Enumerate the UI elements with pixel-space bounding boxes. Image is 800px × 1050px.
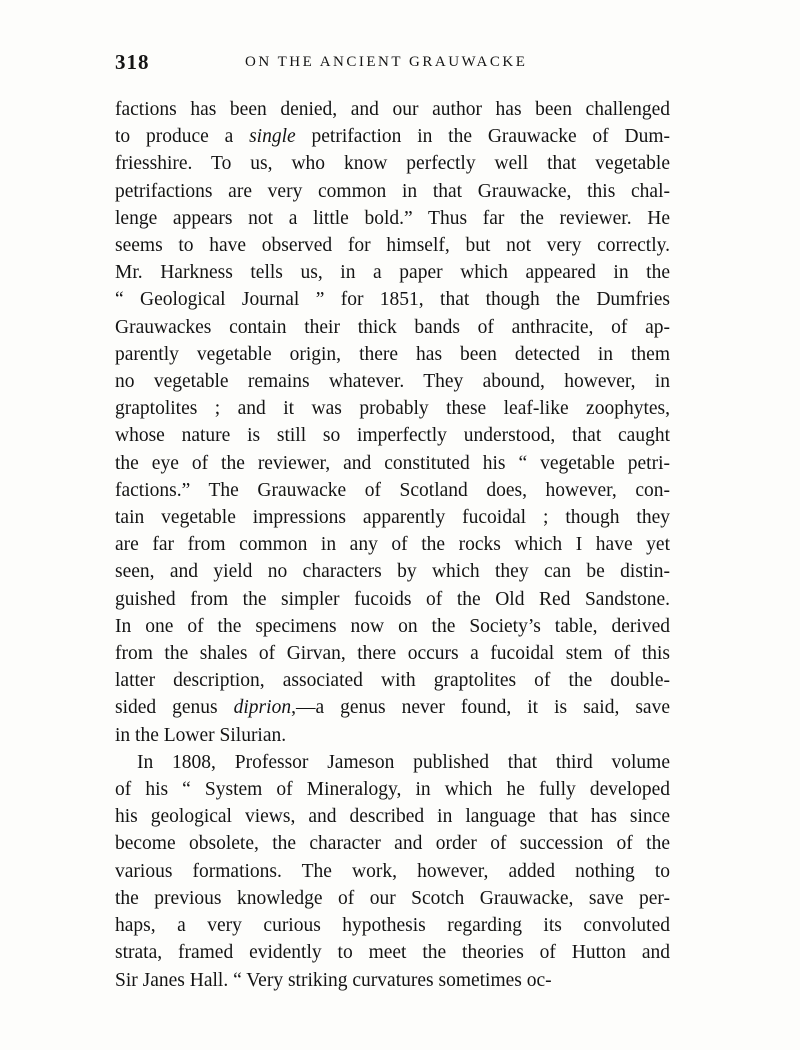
page-number: 318: [115, 50, 150, 74]
text-line: no vegetable remains whatever. They abound, however, in: [115, 371, 670, 393]
body-text: [115, 96, 670, 994]
text-line: the eye of the reviewer, and constituted his “ vegetable petri-: [115, 452, 670, 474]
text-line: friesshire. To us, who know perfectly well that vegetable: [115, 153, 670, 175]
text-line: factions.” The Grauwacke of Scotland does, however, con-: [115, 479, 670, 501]
text-line: haps, a very curious hypothesis regarding its convoluted: [115, 915, 670, 937]
text-line: In 1808, Professor Jameson published that third volume: [137, 751, 670, 773]
italic-text: single: [249, 126, 296, 148]
text-line: whose nature is still so imperfectly understood, that caught: [115, 425, 670, 447]
text-line: are far from common in any of the rocks which I have yet: [115, 534, 670, 556]
text-line: graptolites ; and it was probably these leaf-like zoophytes,: [115, 398, 670, 420]
paragraph: [115, 96, 670, 749]
text-line: of his “ System of Mineralogy, in which he fully developed: [115, 779, 670, 801]
italic-text: diprion: [233, 697, 292, 719]
text-line: lenge appears not a little bold.” Thus far the reviewer. He: [115, 207, 670, 229]
text-line: In one of the specimens now on the Society’s table, derived: [115, 615, 670, 637]
text-line: latter description, associated with graptolites of the double-: [115, 670, 670, 692]
text-line: become obsolete, the character and order of succession of the: [115, 833, 670, 855]
text-line: strata, framed evidently to meet the theories of Hutton and: [115, 942, 670, 964]
text-line: his geological views, and described in language that has since: [115, 806, 670, 828]
text-line: guished from the simpler fucoids of the Old Red Sandstone.: [115, 588, 670, 610]
text-line: parently vegetable origin, there has been detected in them: [115, 343, 670, 365]
paragraph: [115, 749, 670, 994]
text-line: “ Geological Journal ” for 1851, that though the Dumfries: [115, 289, 670, 311]
text-line: tain vegetable impressions apparently fucoidal ; though they: [115, 507, 670, 529]
text-line: sided genus diprion,—a genus never found, it is said, save: [115, 697, 670, 719]
text-line: factions has been denied, and our author has been challenged: [115, 99, 670, 120]
text-line: the previous knowledge of our Scotch Grauwacke, save per-: [115, 887, 670, 909]
text-line: various formations. The work, however, added nothing to: [115, 860, 670, 882]
text-line: petrifactions are very common in that Grauwacke, this chal-: [115, 180, 670, 202]
text-line: Sir Janes Hall. “ Very striking curvatures sometimes oc-: [115, 969, 552, 991]
text-line: Grauwackes contain their thick bands of anthracite, of ap-: [115, 316, 670, 338]
text-line: in the Lower Silurian.: [115, 724, 287, 746]
text-line: seems to have observed for himself, but not very correctly.: [115, 235, 670, 257]
text-line: Mr. Harkness tells us, in a paper which appeared in the: [115, 262, 670, 284]
text-line: seen, and yield no characters by which they can be distin-: [115, 561, 670, 583]
running-title: ON THE ANCIENT GRAUWACKE: [245, 54, 528, 70]
page-header: [115, 50, 675, 80]
text-line: to produce a single petrifaction in the Grauwacke of Dum-: [115, 126, 670, 148]
text-line: from the shales of Girvan, there occurs a fucoidal stem of this: [115, 643, 670, 665]
